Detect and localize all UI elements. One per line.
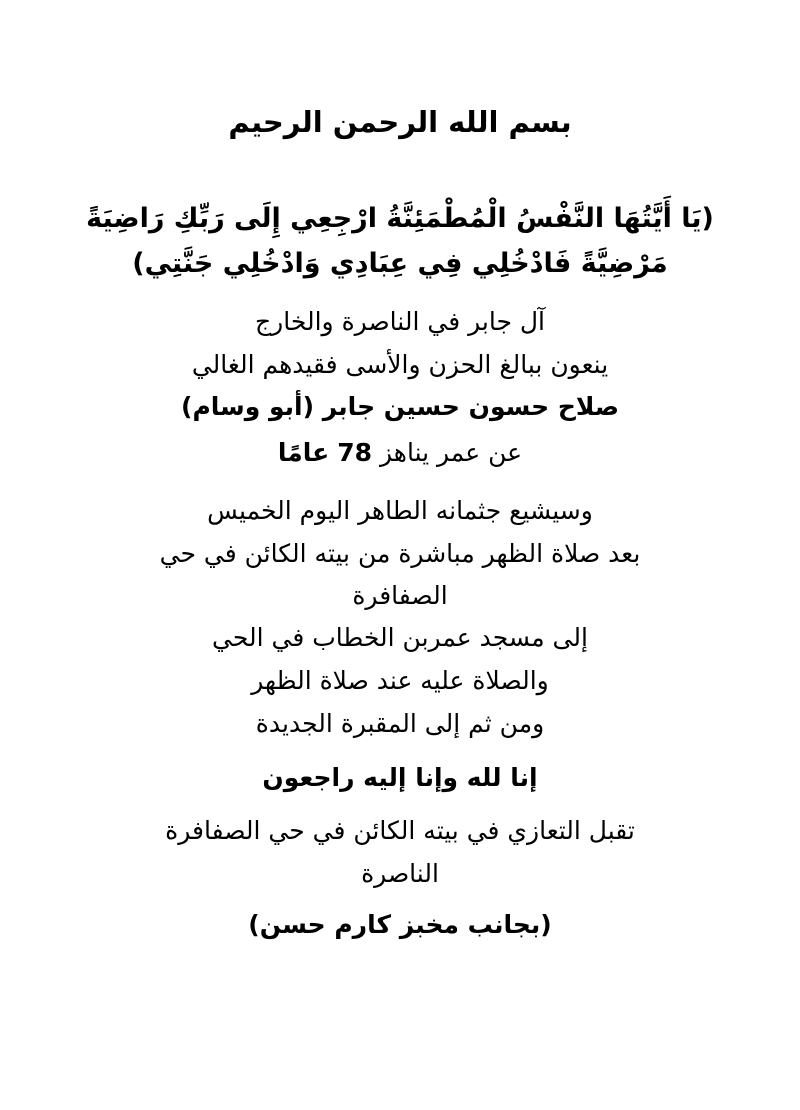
funeral-line-1: وسيشيع جثمانه الطاهر اليوم الخميس (207, 496, 593, 525)
funeral-line-4: إلى مسجد عمربن الخطاب في الحي (212, 623, 588, 652)
age-prefix: عن عمر يناهز (379, 438, 523, 467)
funeral-line-5: والصلاة عليه عند صلاة الظهر (251, 666, 549, 695)
age-number: 78 (337, 438, 373, 467)
age-line (60, 440, 740, 465)
deceased-name: صلاح حسون حسين جابر (أبو وسام) (181, 392, 619, 421)
condolences-line-1: تقبل التعازي في بيته الكائن في حي الصفافرة (165, 816, 635, 845)
funeral-line-3: الصفافرة (352, 581, 448, 610)
quran-verse-line-2: مَرْضِيَّةً فَادْخُلِي فِي عِبَادِي وَادْخُلِي جَنَّتِي) (132, 248, 668, 279)
family-announcement-line-2: ينعون ببالغ الحزن والأسى فقيدهم الغالي (191, 350, 609, 379)
family-announcement-line-1: آل جابر في الناصرة والخارج (255, 307, 545, 336)
basmala-heading: بسم الله الرحمن الرحيم (228, 105, 572, 139)
funeral-line-6: ومن ثم إلى المقبرة الجديدة (255, 709, 545, 738)
quran-verse-line-1: (يَا أَيَّتُهَا النَّفْسُ الْمُطْمَئِنَّةُ ارْجِعِي إِلَى رَبِّكِ رَاضِيَةً (86, 203, 714, 234)
funeral-line-2: بعد صلاة الظهر مباشرة من بيته الكائن في حي (159, 539, 641, 568)
condolences-line-2: الناصرة (361, 859, 439, 888)
age-suffix: عامًا (277, 438, 330, 467)
inna-lillah-phrase: إنا لله وإنا إليه راجعون (262, 763, 538, 792)
location-note: (بجانب مخبز كارم حسن) (248, 910, 552, 939)
